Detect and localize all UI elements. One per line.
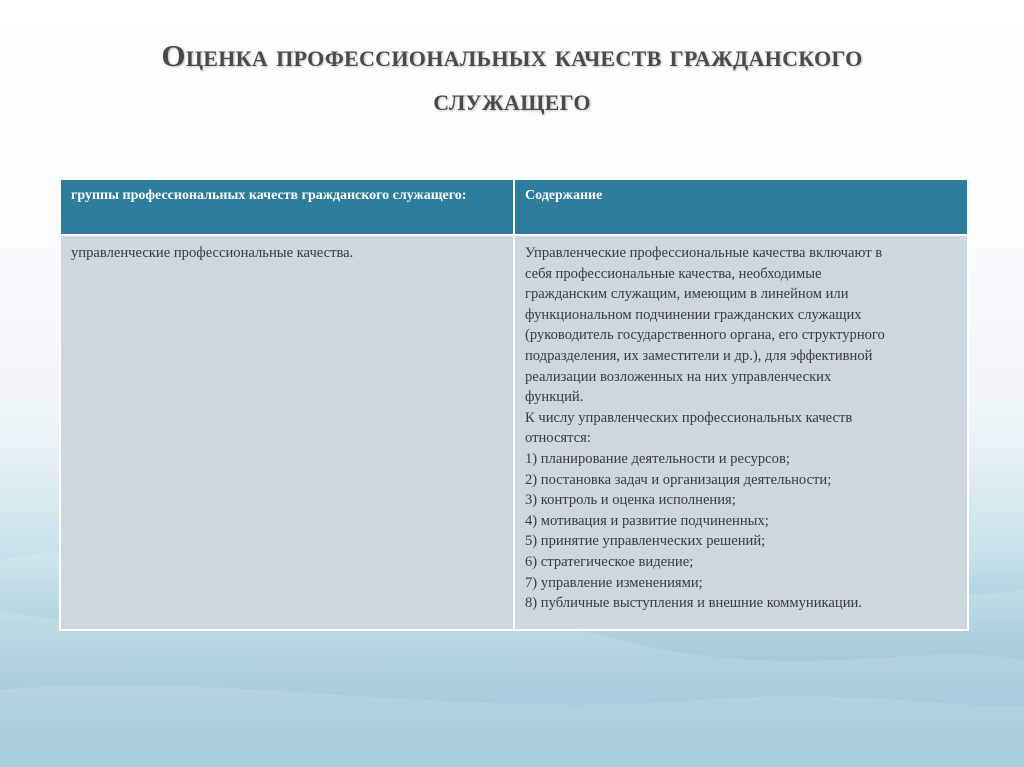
table-header-row	[60, 179, 968, 235]
content-line: 1) планирование деятельности и ресурсов;	[525, 450, 790, 467]
content-line: 3) контроль и оценка исполнения;	[525, 492, 736, 509]
content-line: функций.	[525, 389, 584, 406]
slide-title-line-2: служащего	[433, 82, 591, 117]
header-content: Содержание	[514, 179, 968, 235]
slide-title	[60, 34, 964, 122]
content-line: 8) публичные выступления и внешние коммуникации.	[525, 595, 862, 612]
content-line: подразделения, их заместители и др.), для эффективной	[525, 347, 873, 364]
cell-content	[514, 235, 968, 630]
content-line: 7) управление изменениями;	[525, 574, 703, 591]
cell-group: управленческие профессиональные качества.	[60, 235, 514, 630]
content-line: 6) стратегическое видение;	[525, 553, 694, 570]
table-row	[60, 235, 968, 630]
qualities-table	[59, 178, 969, 631]
content-line: (руководитель государственного органа, его структурного	[525, 327, 885, 344]
content-line: реализации возложенных на них управленческих	[525, 368, 832, 385]
slide-title-line-1: Оценка профессиональных качеств гражданского	[161, 38, 863, 73]
content-line: функциональном подчинении гражданских служащих	[525, 306, 862, 323]
content-line: Управленческие профессиональные качества включают в	[525, 245, 883, 261]
content-line: К числу управленческих профессиональных качеств	[525, 409, 853, 426]
qualities-table-wrapper	[59, 178, 965, 631]
content-line: 5) принятие управленческих решений;	[525, 533, 766, 550]
content-line: 2) постановка задач и организация деятельности;	[525, 471, 832, 488]
content-line: 4) мотивация и развитие подчиненных;	[525, 512, 769, 529]
content-lines	[525, 243, 957, 614]
content-line: относятся:	[525, 430, 591, 447]
content-line: себя профессиональные качества, необходимые	[525, 265, 822, 282]
header-groups: группы профессиональных качеств гражданского служащего:	[60, 179, 514, 235]
content-line: гражданским служащим, имеющим в линейном или	[525, 286, 849, 303]
